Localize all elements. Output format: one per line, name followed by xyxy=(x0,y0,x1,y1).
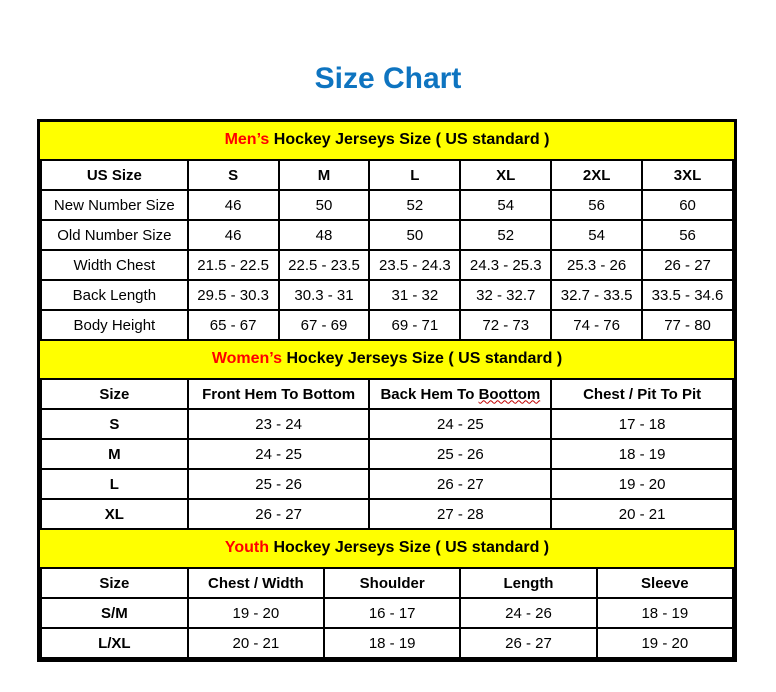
womens-row-label: XL xyxy=(41,499,188,529)
mens-size-cell: 26 - 27 xyxy=(642,250,733,280)
youth-row-label: L/XL xyxy=(41,628,188,658)
mens-row-label: Body Height xyxy=(41,310,188,340)
mens-size-cell: 32 - 32.7 xyxy=(460,280,551,310)
page-title: Size Chart xyxy=(314,62,462,95)
mens-section-highlight: Men’s xyxy=(224,131,270,148)
mens-row-label: Old Number Size xyxy=(41,220,188,250)
womens-row-label: L xyxy=(41,469,188,499)
womens-column-header: Back Hem To Boottom xyxy=(369,379,551,409)
mens-table-row xyxy=(41,190,733,220)
youth-column-header: Sleeve xyxy=(597,568,733,598)
size-chart-tables xyxy=(37,119,737,662)
womens-size-cell: 23 - 24 xyxy=(188,409,370,439)
mens-row-label: New Number Size xyxy=(41,190,188,220)
womens-column-header: Front Hem To Bottom xyxy=(188,379,370,409)
womens-table-row xyxy=(41,499,733,529)
mens-size-cell: 52 xyxy=(460,220,551,250)
womens-section-header: Women’s Hockey Jerseys Size ( US standard ) xyxy=(40,341,734,378)
mens-size-cell: 60 xyxy=(642,190,733,220)
womens-size-cell: 25 - 26 xyxy=(369,439,551,469)
youth-section-header: Youth Hockey Jerseys Size ( US standard ) xyxy=(40,530,734,567)
mens-size-cell: 67 - 69 xyxy=(279,310,370,340)
mens-size-cell: 48 xyxy=(279,220,370,250)
mens-size-cell: 29.5 - 30.3 xyxy=(188,280,279,310)
mens-column-header: M xyxy=(279,160,370,190)
youth-table-row xyxy=(41,598,733,628)
mens-size-cell: 31 - 32 xyxy=(369,280,460,310)
womens-size-cell: 20 - 21 xyxy=(551,499,733,529)
youth-row-label: S/M xyxy=(41,598,188,628)
womens-size-cell: 26 - 27 xyxy=(188,499,370,529)
mens-column-header: L xyxy=(369,160,460,190)
mens-table-row xyxy=(41,250,733,280)
mens-size-cell: 77 - 80 xyxy=(642,310,733,340)
mens-size-cell: 50 xyxy=(369,220,460,250)
mens-size-cell: 65 - 67 xyxy=(188,310,279,340)
womens-size-table xyxy=(40,378,734,530)
mens-size-cell: 72 - 73 xyxy=(460,310,551,340)
womens-row-label: S xyxy=(41,409,188,439)
womens-header-row xyxy=(41,379,733,409)
youth-size-cell: 18 - 19 xyxy=(324,628,460,658)
womens-section-highlight: Women’s xyxy=(211,350,283,367)
womens-size-cell: 25 - 26 xyxy=(188,469,370,499)
youth-size-cell: 18 - 19 xyxy=(597,598,733,628)
mens-size-table xyxy=(40,159,734,341)
womens-table-row xyxy=(41,469,733,499)
mens-size-cell: 74 - 76 xyxy=(551,310,642,340)
mens-size-cell: 46 xyxy=(188,190,279,220)
mens-size-cell: 22.5 - 23.5 xyxy=(279,250,370,280)
womens-column-header: Chest / Pit To Pit xyxy=(551,379,733,409)
mens-size-cell: 46 xyxy=(188,220,279,250)
womens-size-cell: 27 - 28 xyxy=(369,499,551,529)
youth-header-row xyxy=(41,568,733,598)
mens-column-header: XL xyxy=(460,160,551,190)
youth-column-header: Length xyxy=(460,568,596,598)
youth-size-cell: 26 - 27 xyxy=(460,628,596,658)
mens-size-cell: 30.3 - 31 xyxy=(279,280,370,310)
mens-row-label: Back Length xyxy=(41,280,188,310)
youth-size-cell: 24 - 26 xyxy=(460,598,596,628)
womens-size-cell: 26 - 27 xyxy=(369,469,551,499)
mens-column-header: 3XL xyxy=(642,160,733,190)
mens-column-header: US Size xyxy=(41,160,188,190)
mens-size-cell: 21.5 - 22.5 xyxy=(188,250,279,280)
mens-size-cell: 50 xyxy=(279,190,370,220)
youth-column-header: Chest / Width xyxy=(188,568,324,598)
youth-size-cell: 20 - 21 xyxy=(188,628,324,658)
mens-header-row xyxy=(41,160,733,190)
youth-size-cell: 19 - 20 xyxy=(188,598,324,628)
mens-section-header: Men’s Hockey Jerseys Size ( US standard ) xyxy=(40,122,734,159)
mens-size-cell: 33.5 - 34.6 xyxy=(642,280,733,310)
mens-size-cell: 56 xyxy=(551,190,642,220)
mens-table-row xyxy=(41,310,733,340)
mens-size-cell: 54 xyxy=(551,220,642,250)
youth-column-header: Shoulder xyxy=(324,568,460,598)
womens-size-cell: 17 - 18 xyxy=(551,409,733,439)
mens-size-cell: 56 xyxy=(642,220,733,250)
womens-column-header: Size xyxy=(41,379,188,409)
mens-size-cell: 32.7 - 33.5 xyxy=(551,280,642,310)
womens-size-cell: 24 - 25 xyxy=(188,439,370,469)
mens-column-header: 2XL xyxy=(551,160,642,190)
youth-size-table xyxy=(40,567,734,659)
mens-row-label: Width Chest xyxy=(41,250,188,280)
mens-table-row xyxy=(41,280,733,310)
mens-size-cell: 54 xyxy=(460,190,551,220)
womens-table-row xyxy=(41,439,733,469)
youth-table-row xyxy=(41,628,733,658)
womens-size-cell: 19 - 20 xyxy=(551,469,733,499)
mens-size-cell: 24.3 - 25.3 xyxy=(460,250,551,280)
mens-column-header: S xyxy=(188,160,279,190)
mens-size-cell: 69 - 71 xyxy=(369,310,460,340)
misspelled-word: Boottom xyxy=(478,385,541,403)
mens-size-cell: 25.3 - 26 xyxy=(551,250,642,280)
womens-size-cell: 24 - 25 xyxy=(369,409,551,439)
womens-size-cell: 18 - 19 xyxy=(551,439,733,469)
youth-size-cell: 19 - 20 xyxy=(597,628,733,658)
womens-table-row xyxy=(41,409,733,439)
youth-size-cell: 16 - 17 xyxy=(324,598,460,628)
mens-size-cell: 52 xyxy=(369,190,460,220)
mens-table-row xyxy=(41,220,733,250)
youth-section-highlight: Youth xyxy=(224,539,269,556)
mens-size-cell: 23.5 - 24.3 xyxy=(369,250,460,280)
youth-column-header: Size xyxy=(41,568,188,598)
womens-row-label: M xyxy=(41,439,188,469)
